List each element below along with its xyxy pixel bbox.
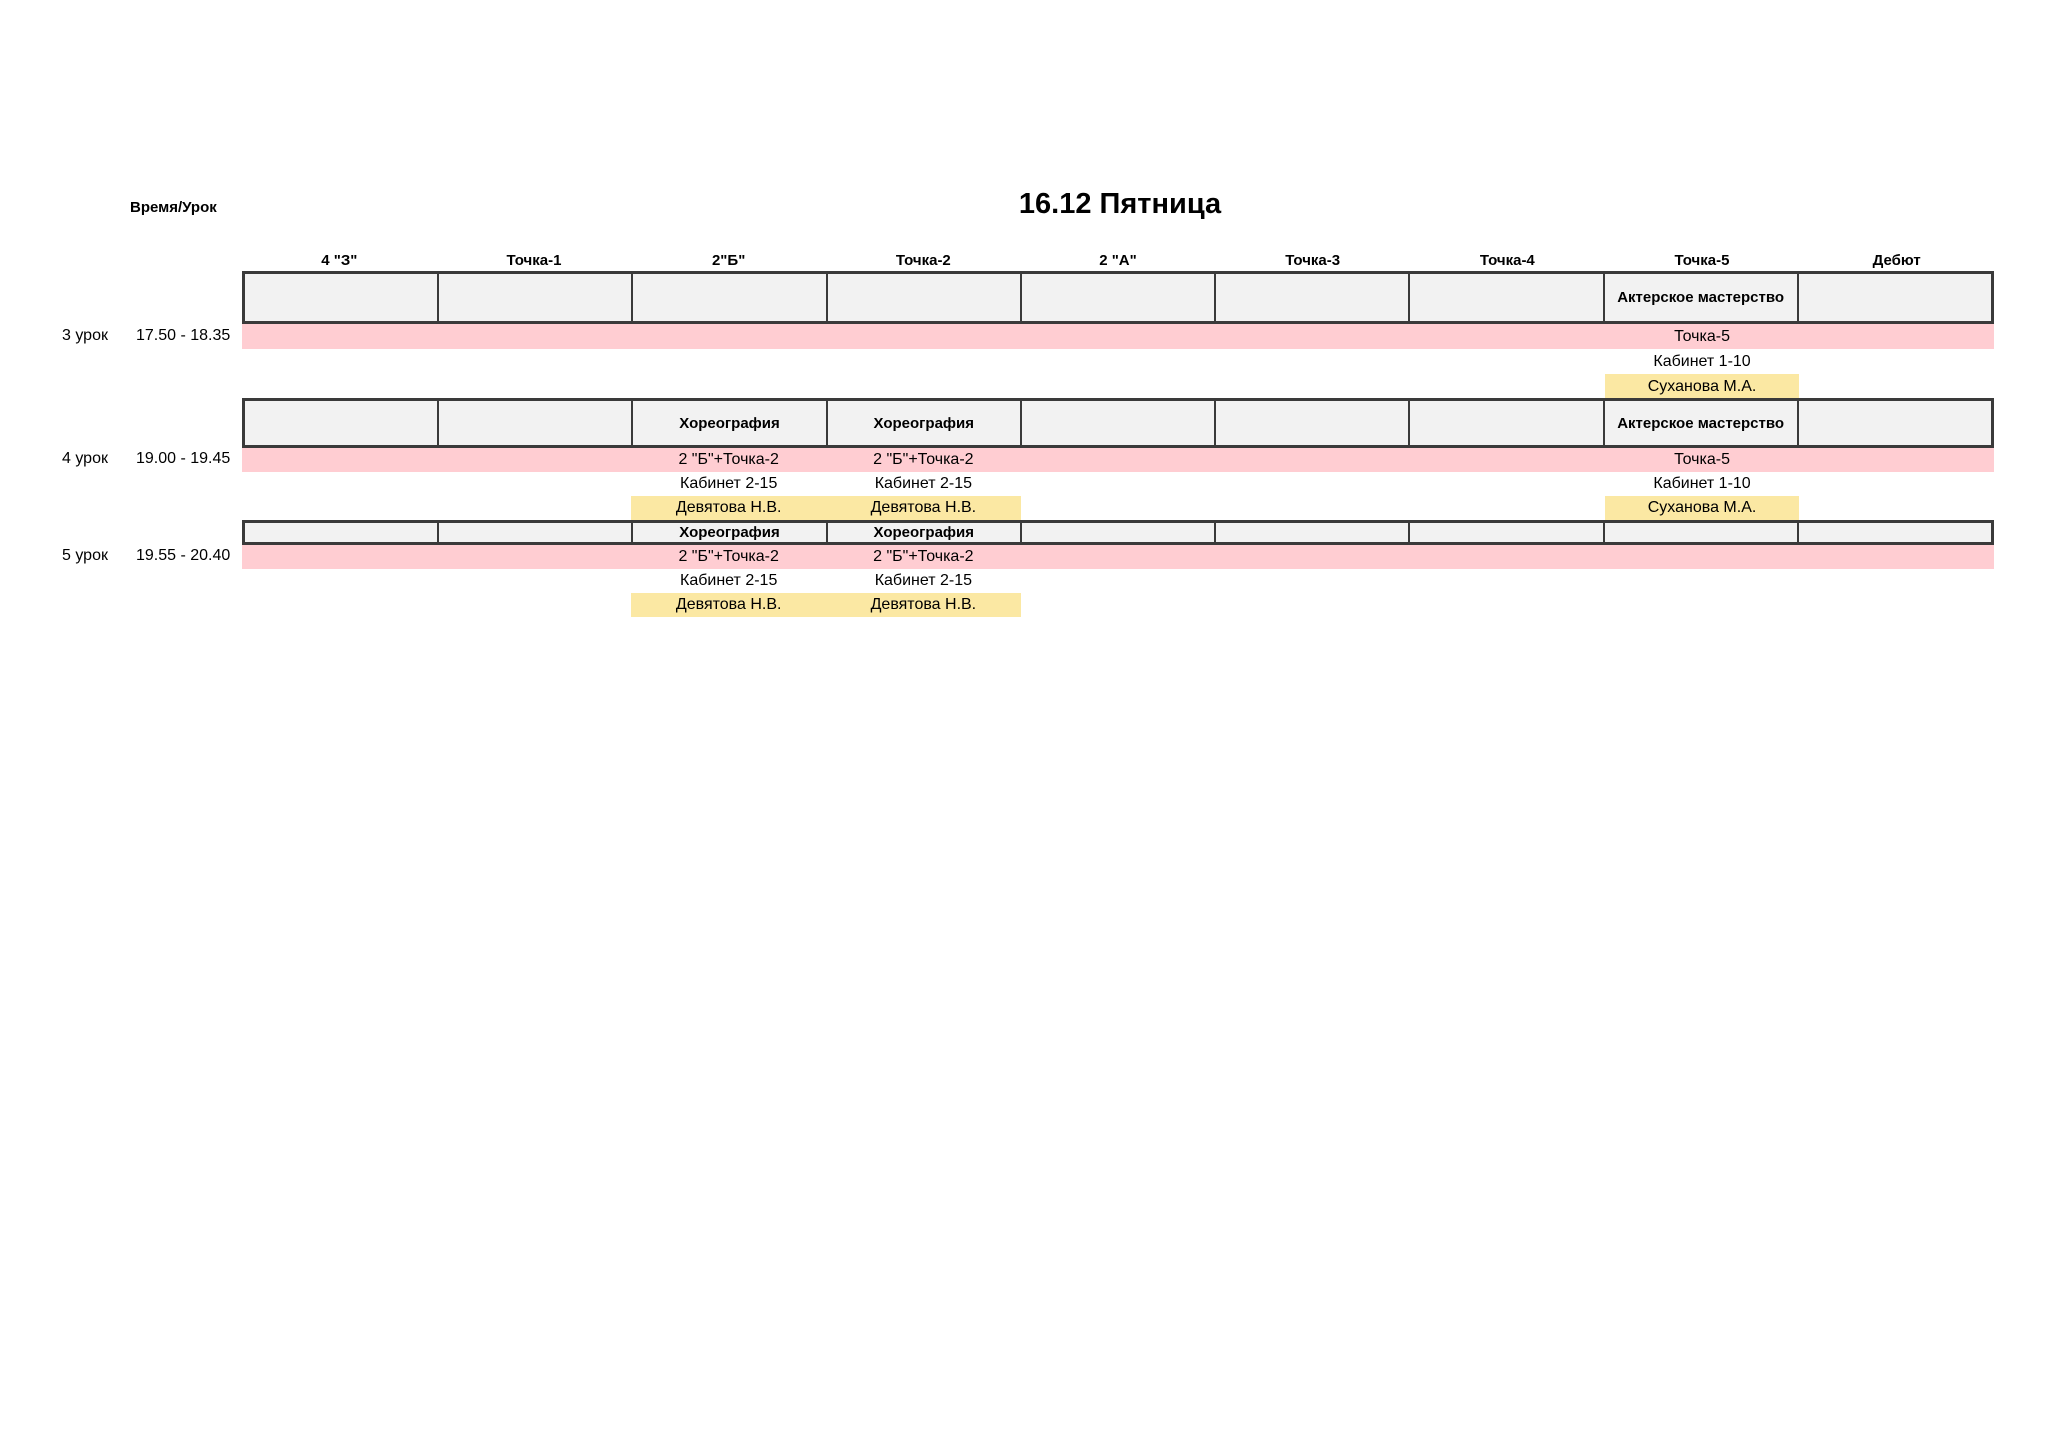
- group-cell: [1215, 324, 1410, 349]
- subject-cell[interactable]: [1799, 274, 1991, 321]
- subject-cell[interactable]: [439, 274, 633, 321]
- room-cell: [242, 569, 437, 593]
- room-cell: [1605, 569, 1800, 593]
- subject-cell[interactable]: [1022, 523, 1216, 542]
- subject-row: [242, 398, 1994, 448]
- group-cell: [1021, 324, 1216, 349]
- column-header: Точка-1: [506, 252, 562, 269]
- teacher-cell: Девятова Н.В.: [826, 593, 1021, 617]
- subject-cell[interactable]: [1216, 523, 1410, 542]
- room-cell: Кабинет 2-15: [680, 475, 778, 492]
- column-header: Дебют: [1872, 252, 1921, 269]
- group-row: [242, 324, 1994, 349]
- group-row: [242, 448, 1994, 472]
- lesson-label: 4 урок: [62, 450, 108, 467]
- column-header: Точка-3: [1285, 252, 1341, 269]
- subject-row: [242, 271, 1994, 324]
- subject-cell[interactable]: [245, 401, 439, 445]
- column-header: Точка-2: [895, 252, 951, 269]
- column-header: Точка-4: [1479, 252, 1535, 269]
- group-cell: [1021, 448, 1216, 472]
- teacher-cell: Суханова М.А.: [1605, 374, 1800, 399]
- group-cell: [437, 448, 632, 472]
- room-cell: [1215, 472, 1410, 496]
- room-row: [242, 349, 1994, 374]
- teacher-cell: Девятова Н.В.: [631, 593, 826, 617]
- teacher-cell: Девятова Н.В.: [631, 496, 826, 520]
- teacher-cell: [1799, 374, 1994, 399]
- lesson-label: 3 урок: [62, 327, 108, 344]
- group-cell: [242, 448, 437, 472]
- room-cell: Кабинет 2-15: [680, 572, 778, 589]
- group-cell: 2 "Б"+Точка-2: [873, 548, 974, 565]
- subject-cell[interactable]: [1022, 274, 1216, 321]
- subject-cell[interactable]: [1799, 401, 1991, 445]
- lesson-label: 5 урок: [62, 547, 108, 564]
- teacher-cell: Девятова Н.В.: [826, 496, 1021, 520]
- teacher-cell: [1799, 496, 1994, 520]
- subject-cell[interactable]: [1216, 401, 1410, 445]
- group-cell: [1215, 545, 1410, 569]
- column-header: Точка-5: [1674, 252, 1730, 269]
- teacher-cell: [1605, 593, 1800, 617]
- teacher-cell: [1410, 593, 1605, 617]
- room-cell: Кабинет 2-15: [874, 572, 973, 589]
- teacher-cell: Суханова М.А.: [1605, 496, 1800, 520]
- subject-cell[interactable]: [1216, 274, 1410, 321]
- subject-cell[interactable]: [1410, 401, 1604, 445]
- subject-cell[interactable]: [1410, 523, 1604, 542]
- group-row: [242, 545, 1994, 569]
- subject-row: [242, 520, 1994, 545]
- room-cell: [1799, 569, 1994, 593]
- room-cell: [437, 569, 632, 593]
- group-cell: [826, 324, 1021, 349]
- room-cell: [1021, 569, 1216, 593]
- room-cell: Кабинет 1-10: [1653, 353, 1751, 370]
- subject-cell[interactable]: Хореография: [828, 401, 1022, 445]
- group-cell: 2 "Б"+Точка-2: [678, 451, 779, 468]
- teacher-cell: [1021, 496, 1216, 520]
- teacher-cell: [1021, 593, 1216, 617]
- room-row: [242, 569, 1994, 593]
- teacher-cell: [437, 593, 632, 617]
- lesson-time: 17.50 - 18.35: [136, 327, 231, 344]
- room-cell: [437, 472, 632, 496]
- subject-cell[interactable]: [439, 401, 633, 445]
- page-title: 16.12 Пятница: [1018, 188, 1222, 220]
- room-cell: [631, 349, 826, 374]
- subject-cell[interactable]: [1605, 523, 1799, 542]
- room-cell: [242, 472, 437, 496]
- column-header: 2"Б": [711, 252, 746, 269]
- teacher-cell: [242, 374, 437, 399]
- group-cell: [1799, 448, 1994, 472]
- group-cell: [1799, 545, 1994, 569]
- room-row: [242, 472, 1994, 496]
- group-cell: [437, 324, 632, 349]
- group-cell: [1215, 448, 1410, 472]
- teacher-cell: [1215, 593, 1410, 617]
- subject-cell[interactable]: Актерское мастерство: [1605, 274, 1799, 321]
- room-cell: [1799, 472, 1994, 496]
- teacher-cell: [242, 496, 437, 520]
- room-cell: [1021, 472, 1216, 496]
- group-cell: [1410, 448, 1605, 472]
- group-cell: 2 "Б"+Точка-2: [678, 548, 779, 565]
- teacher-cell: [1799, 593, 1994, 617]
- group-cell: [1021, 545, 1216, 569]
- teacher-row: [242, 374, 1994, 399]
- subject-cell[interactable]: [1410, 274, 1604, 321]
- subject-cell[interactable]: Актерское мастерство: [1605, 401, 1799, 445]
- teacher-cell: [1021, 374, 1216, 399]
- group-cell: [1410, 324, 1605, 349]
- teacher-cell: [631, 374, 826, 399]
- room-cell: [437, 349, 632, 374]
- lesson-time: 19.55 - 20.40: [136, 547, 231, 564]
- subject-cell[interactable]: Хореография: [633, 401, 827, 445]
- teacher-cell: [1215, 496, 1410, 520]
- teacher-cell: [826, 374, 1021, 399]
- group-cell: [1605, 545, 1800, 569]
- group-cell: [1410, 545, 1605, 569]
- column-header: 2 "А": [1099, 252, 1137, 269]
- subject-cell[interactable]: [828, 274, 1022, 321]
- teacher-cell: [1410, 496, 1605, 520]
- group-cell: [242, 545, 437, 569]
- time-lesson-header: Время/Урок: [130, 199, 217, 216]
- subject-cell[interactable]: [439, 523, 633, 542]
- subject-cell[interactable]: Хореография: [633, 523, 827, 542]
- room-cell: [826, 349, 1021, 374]
- room-cell: [1021, 349, 1216, 374]
- teacher-cell: [1410, 374, 1605, 399]
- teacher-row: [242, 496, 1994, 520]
- subject-cell[interactable]: [633, 274, 827, 321]
- room-cell: Кабинет 2-15: [874, 475, 973, 492]
- teacher-cell: [437, 496, 632, 520]
- teacher-cell: [437, 374, 632, 399]
- room-cell: [1215, 569, 1410, 593]
- subject-cell[interactable]: [1022, 401, 1216, 445]
- room-cell: [1799, 349, 1994, 374]
- subject-cell[interactable]: [1799, 523, 1991, 542]
- group-cell: Точка-5: [1674, 451, 1730, 468]
- room-cell: Кабинет 1-10: [1653, 475, 1751, 492]
- group-cell: [242, 324, 437, 349]
- room-cell: [1410, 569, 1605, 593]
- group-cell: [631, 324, 826, 349]
- group-cell: [437, 545, 632, 569]
- column-header: 4 "З": [321, 252, 358, 269]
- teacher-cell: [242, 593, 437, 617]
- teacher-row: [242, 593, 1994, 617]
- room-cell: [1215, 349, 1410, 374]
- lesson-time: 19.00 - 19.45: [136, 450, 231, 467]
- teacher-cell: [1215, 374, 1410, 399]
- room-cell: [1410, 349, 1605, 374]
- subject-cell[interactable]: [245, 274, 439, 321]
- room-cell: [1410, 472, 1605, 496]
- group-cell: [1799, 324, 1994, 349]
- subject-cell[interactable]: [245, 523, 439, 542]
- group-cell: 2 "Б"+Точка-2: [873, 451, 974, 468]
- group-cell: Точка-5: [1674, 328, 1730, 345]
- subject-cell[interactable]: Хореография: [828, 523, 1022, 542]
- room-cell: [242, 349, 437, 374]
